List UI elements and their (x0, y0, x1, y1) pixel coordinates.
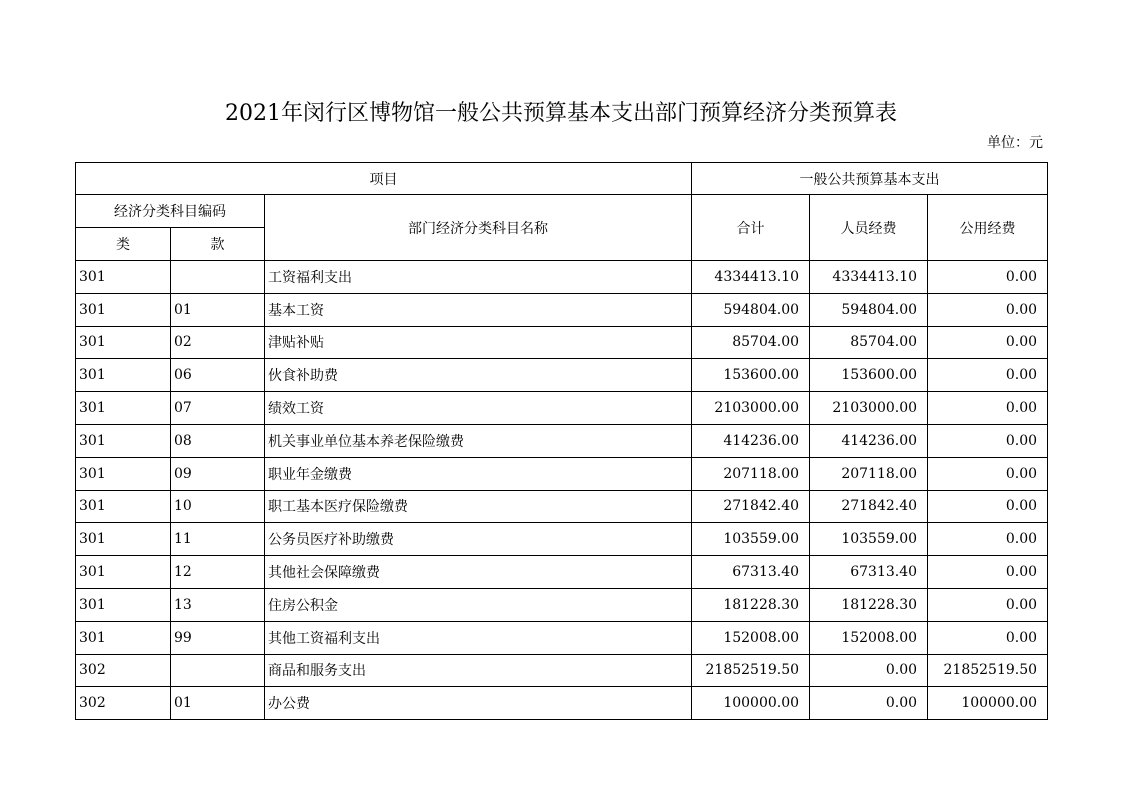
cell-public: 100000.00 (928, 687, 1048, 720)
table-row (76, 392, 1048, 425)
cell-personnel: 0.00 (810, 687, 928, 720)
cell-public: 0.00 (928, 293, 1048, 326)
header-public: 公用经费 (928, 195, 1048, 261)
cell-item: 01 (171, 293, 265, 326)
budget-table (75, 162, 1048, 720)
cell-public: 0.00 (928, 621, 1048, 654)
cell-public: 0.00 (928, 588, 1048, 621)
table-row (76, 424, 1048, 457)
cell-item: 12 (171, 556, 265, 589)
cell-personnel: 2103000.00 (810, 392, 928, 425)
cell-personnel: 271842.40 (810, 490, 928, 523)
cell-total: 103559.00 (692, 523, 810, 556)
table-row (76, 523, 1048, 556)
cell-category: 301 (76, 556, 171, 589)
cell-category: 301 (76, 588, 171, 621)
cell-total: 414236.00 (692, 424, 810, 457)
cell-public: 0.00 (928, 359, 1048, 392)
cell-total: 21852519.50 (692, 654, 810, 687)
cell-public: 0.00 (928, 556, 1048, 589)
cell-total: 152008.00 (692, 621, 810, 654)
cell-total: 67313.40 (692, 556, 810, 589)
cell-name: 其他工资福利支出 (265, 621, 692, 654)
cell-item: 13 (171, 588, 265, 621)
cell-personnel: 181228.30 (810, 588, 928, 621)
cell-personnel: 85704.00 (810, 326, 928, 359)
table-row (76, 326, 1048, 359)
table-row (76, 490, 1048, 523)
header-project: 项目 (76, 163, 692, 195)
cell-public: 0.00 (928, 326, 1048, 359)
cell-public: 0.00 (928, 457, 1048, 490)
cell-category: 301 (76, 326, 171, 359)
cell-personnel: 153600.00 (810, 359, 928, 392)
cell-personnel: 4334413.10 (810, 261, 928, 294)
cell-item (171, 261, 265, 294)
cell-name: 津贴补贴 (265, 326, 692, 359)
cell-item: 01 (171, 687, 265, 720)
header-personnel: 人员经费 (810, 195, 928, 261)
cell-category: 301 (76, 490, 171, 523)
cell-personnel: 67313.40 (810, 556, 928, 589)
cell-category: 301 (76, 523, 171, 556)
header-category: 类 (76, 228, 171, 261)
cell-name: 住房公积金 (265, 588, 692, 621)
cell-item: 10 (171, 490, 265, 523)
cell-category: 301 (76, 621, 171, 654)
header-general-budget: 一般公共预算基本支出 (692, 163, 1048, 195)
cell-public: 0.00 (928, 490, 1048, 523)
header-item: 款 (171, 228, 265, 261)
cell-name: 伙食补助费 (265, 359, 692, 392)
cell-name: 工资福利支出 (265, 261, 692, 294)
cell-category: 301 (76, 359, 171, 392)
cell-item: 99 (171, 621, 265, 654)
cell-category: 302 (76, 654, 171, 687)
cell-item: 09 (171, 457, 265, 490)
cell-name: 公务员医疗补助缴费 (265, 523, 692, 556)
table-row (76, 293, 1048, 326)
cell-item: 02 (171, 326, 265, 359)
cell-category: 301 (76, 424, 171, 457)
unit-label: 单位：元 (987, 135, 1043, 151)
table-row (76, 588, 1048, 621)
page-title: 2021年闵行区博物馆一般公共预算基本支出部门预算经济分类预算表 (225, 101, 897, 126)
cell-personnel: 414236.00 (810, 424, 928, 457)
cell-category: 301 (76, 293, 171, 326)
cell-total: 271842.40 (692, 490, 810, 523)
cell-total: 594804.00 (692, 293, 810, 326)
cell-item: 11 (171, 523, 265, 556)
cell-total: 85704.00 (692, 326, 810, 359)
table-row (76, 261, 1048, 294)
cell-public: 0.00 (928, 424, 1048, 457)
cell-personnel: 594804.00 (810, 293, 928, 326)
cell-total: 181228.30 (692, 588, 810, 621)
cell-name: 商品和服务支出 (265, 654, 692, 687)
cell-item: 08 (171, 424, 265, 457)
cell-item: 06 (171, 359, 265, 392)
cell-name: 职工基本医疗保险缴费 (265, 490, 692, 523)
table-row (76, 654, 1048, 687)
cell-item: 07 (171, 392, 265, 425)
cell-total: 2103000.00 (692, 392, 810, 425)
cell-personnel: 103559.00 (810, 523, 928, 556)
cell-name: 职业年金缴费 (265, 457, 692, 490)
cell-category: 302 (76, 687, 171, 720)
table-row (76, 687, 1048, 720)
table-row (76, 556, 1048, 589)
header-name: 部门经济分类科目名称 (265, 195, 692, 261)
cell-category: 301 (76, 261, 171, 294)
table-row (76, 621, 1048, 654)
cell-name: 绩效工资 (265, 392, 692, 425)
cell-personnel: 152008.00 (810, 621, 928, 654)
header-total: 合计 (692, 195, 810, 261)
cell-public: 0.00 (928, 523, 1048, 556)
cell-category: 301 (76, 392, 171, 425)
cell-name: 办公费 (265, 687, 692, 720)
cell-total: 100000.00 (692, 687, 810, 720)
cell-total: 153600.00 (692, 359, 810, 392)
cell-category: 301 (76, 457, 171, 490)
cell-public: 0.00 (928, 261, 1048, 294)
header-econ-code: 经济分类科目编码 (76, 195, 265, 228)
cell-total: 4334413.10 (692, 261, 810, 294)
table-body (76, 261, 1048, 720)
cell-total: 207118.00 (692, 457, 810, 490)
cell-item (171, 654, 265, 687)
table-row (76, 359, 1048, 392)
cell-name: 机关事业单位基本养老保险缴费 (265, 424, 692, 457)
cell-name: 基本工资 (265, 293, 692, 326)
cell-personnel: 0.00 (810, 654, 928, 687)
cell-personnel: 207118.00 (810, 457, 928, 490)
cell-public: 0.00 (928, 392, 1048, 425)
cell-name: 其他社会保障缴费 (265, 556, 692, 589)
table-row (76, 457, 1048, 490)
cell-public: 21852519.50 (928, 654, 1048, 687)
